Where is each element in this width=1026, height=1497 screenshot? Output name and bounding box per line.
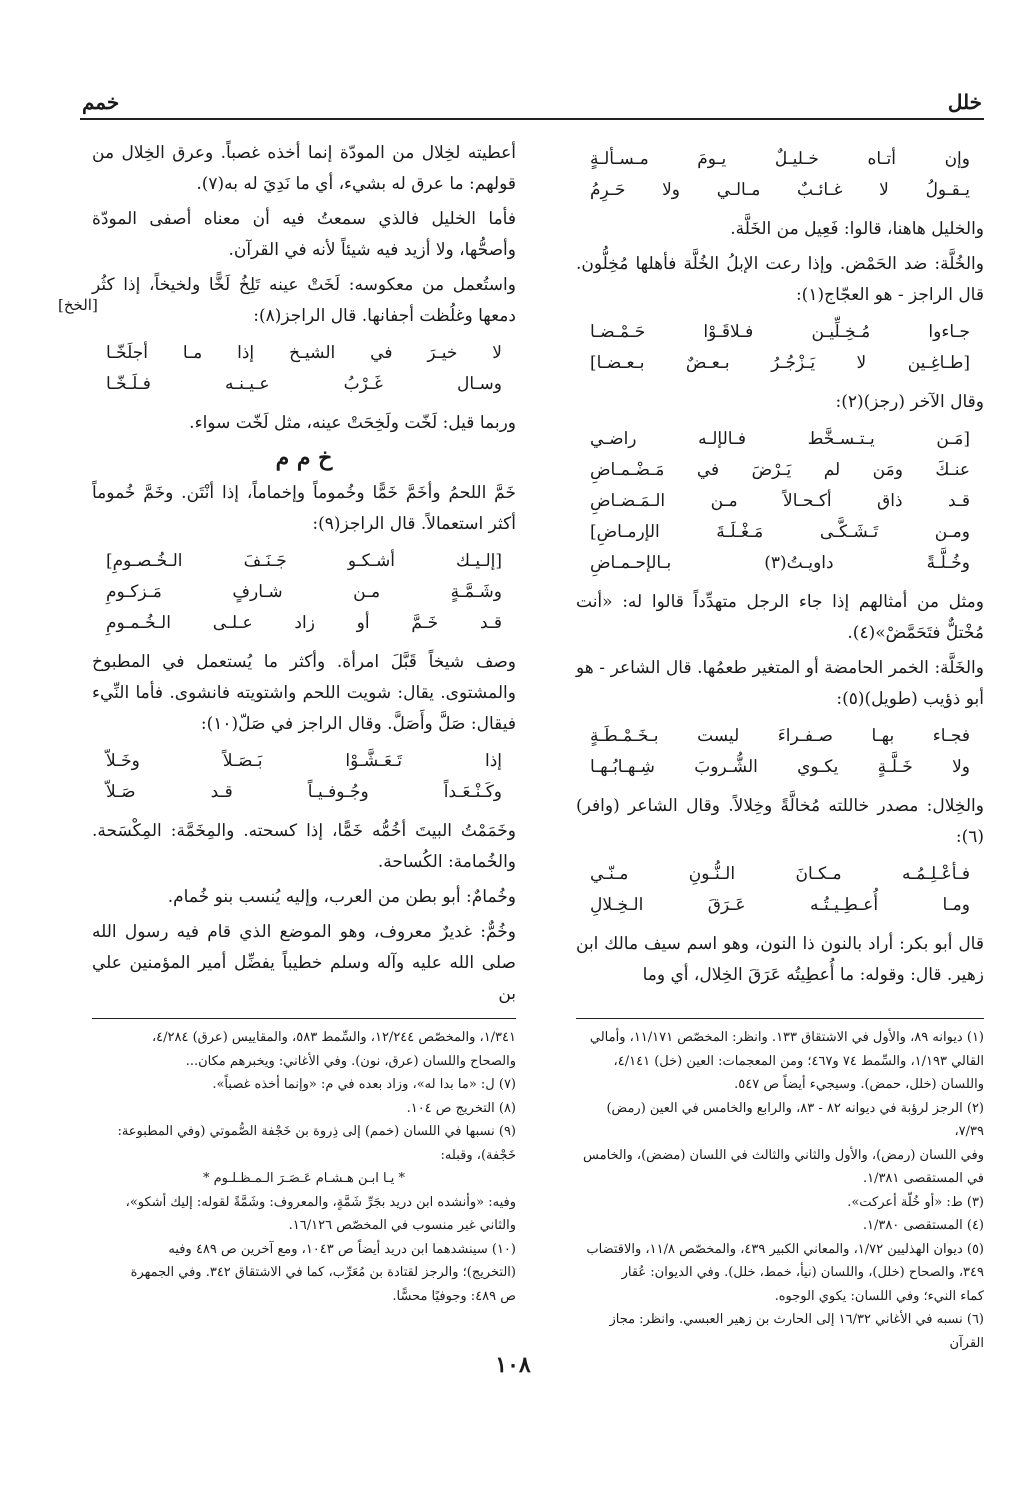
body-paragraph: وربما قيل: لَخّت ولَخِحَتْ عينه، مثل لَخّت سواء. <box>189 413 516 433</box>
body-paragraph: والخِلال: مصدر خاللته مُخالَّةً وخِلالاً. وقال الشاعر (وافر)(٦): <box>576 796 984 847</box>
footnote-line: واللسان (خلل، حمض). وسيجيء أيضاً ص ٥٤٧. <box>734 1077 984 1092</box>
body-paragraph: أعطيته لخِلال من المودّة إنما أخذه غصباً. وعرق الخِلال من قولهم: ما عرق له بشيء، أي ما نَدِيَ له به(٧). <box>92 143 516 194</box>
body-paragraph: وقال الآخر (رجز)(٢): <box>835 392 984 412</box>
footnote-line: (٥) ديوان الهذليين ١/٧٢، والمعاني الكبير ٤٣٩، والمخصّص ١١/٨، والاقتضاب <box>586 1241 984 1257</box>
footnote-line: ص ٤٨٩: وجوفيًا محسًّا. <box>392 1288 516 1304</box>
verse-line: [طـاغِـين لا يَـزْجُـرُ بـعـضٌ بـعـضـا] <box>590 353 970 373</box>
footnote-line: * يـا ابـن هـشـام عَـصَـرَ الـمـظـلـوم * <box>202 1171 406 1186</box>
entry-heading: خ م م <box>275 445 333 471</box>
body-paragraph: فأما الخليل فالذي سمعتُ فيه أن معناه أصفى المودّة وأصحُّها، ولا أزيد فيه شيئاً لأنه في القرآن. <box>92 209 516 260</box>
footnote-line: (١) ديوانه ٨٩، والأول في الاشتقاق ١٣٣. وانظر: المخصّص ١١/١٧١، وأمالي <box>589 1030 984 1045</box>
footnote-line: (١٠) سينشدهما ابن دريد أيضاً ص ١٠٤٣، ومع آخرين ص ٤٨٩ وفيه <box>168 1241 516 1257</box>
body-paragraph: ومثل من أمثالهم إذا جاء الرجل متهدِّداً قالوا له: «أنت مُخْتلٌّ فتَحَمَّضْ»(٤). <box>576 592 984 643</box>
footnote-line: في المستقصى ١/٣٨١. <box>862 1171 984 1186</box>
verse-line: ومـن تَـشَـكَّـى مَـغْـلَـةَ الإرمـاضِ] <box>590 522 970 542</box>
footnote-line: والصحاح واللسان (عرق، نون). وفي الأغاني: ويخبرهم مكان... <box>185 1053 516 1069</box>
margin-note: [الخخ] <box>58 296 98 314</box>
verse-block <box>576 857 984 923</box>
footnote-line: (٩) نسبها في اللسان (خمم) إلى ذِروة بن خَجْفة الصُّموتي (وفي المطبوعة: <box>117 1124 516 1139</box>
verse-line: فـأعْـلِـمُـه مـكـانَ الـنُّـونِ مـنّـي <box>590 864 970 884</box>
verse-line: عنـكَ ومَن لم يَـرْضَ في مَـضْـمـاضِ <box>590 460 970 480</box>
verse-line: فجـاء بهـا صـفـراءَ ليست بـخَـمْـطَـةٍ <box>590 726 970 746</box>
footnote-line: ١/٣٤١، والمخصّص ١٢/٢٤٤، والسِّمط ٥٨٣، والمقاييس (عرق) ٤/٢٨٤، <box>151 1030 516 1045</box>
right-text-column <box>576 138 984 996</box>
body-paragraph: والخَلَّة: الخمر الحامضة أو المتغير طعمُها. قال الشاعر - هو أبو ذؤيب (طويل)(٥): <box>576 658 984 709</box>
verse-line: ولا خَـلَّـةٍ يكـوي الشُّـروبَ شِـهـابُـهـا <box>590 757 970 777</box>
body-paragraph: وخُمٌّ: غديرٌ معروف، وهو الموضع الذي قام فيه رسول الله صلى الله عليه وآله وسلم خطيباً يفضِّل أمير المؤمنين علي بن <box>92 922 516 1004</box>
footnote-line: وفيه: «وأنشده ابن دريد بجَرِّ شَمَّةٍ، والمعروف: وشَمَّةً لقوله: إليك أشكو»، <box>125 1194 516 1210</box>
verse-line: قـد ذاق أكـحـالاً مـن الـمَـضـاضِ <box>590 491 970 511</box>
footnotes-left <box>92 1026 516 1342</box>
footnote-line: القالي ١/١٩٣، والسِّمط ٧٤ و٤٦٧؛ ومن المعجمات: العين (خل) ٤/١٤١، <box>613 1053 984 1069</box>
footnote-rule-left <box>92 1018 516 1019</box>
footnotes-right <box>576 1026 984 1351</box>
verse-block <box>576 719 984 785</box>
verse-line: وكَـنْـعَـداً وجُـوفـيـاً قـد صَـلاّ <box>106 782 502 802</box>
body-paragraph: وصف شيخاً قَبَّلَ امرأة. وأكثر ما يُستعمل في المطبوخ والمشتوى. يقال: شويت اللحم واشتويته فانشوى. فأما النِّيء فيقال: صَلَّ وأَصَلَّ. وقال الراجز في صَلّ(١٠): <box>92 652 516 734</box>
verse-line: يـقـولُ لا غـائـبٌ مـالـي ولا حَـرِمُ <box>590 180 970 200</box>
footnote-line: وفي اللسان (رمض)، والأول والثاني والثالث في اللسان (مضض)، والخامس <box>583 1147 984 1163</box>
footnote-line: (التخريج)؛ والرجز لقتادة بن مُعَرِّب، كما في الاشتقاق ٣٤٢. وفي الجمهرة <box>130 1265 516 1280</box>
left-text-column <box>92 138 516 1004</box>
verse-block <box>92 336 516 402</box>
footnote-line: والثاني غير منسوب في المخصّص ١٦/١٢٦. <box>288 1218 516 1233</box>
footnote-line: (٨) التخريج ص ١٠٤. <box>406 1100 516 1116</box>
footnote-line: (٣) ط: «أو خُلّة أعركت». <box>847 1194 984 1210</box>
body-paragraph: وخَمَمْتُ البيتَ أخُمُّه خَمًّا، إذا كسحته. والمِخَمَّة: المِكْسَحة. والخُمامة: الكُساحة. <box>92 821 516 872</box>
page-number: ١٠٨ <box>495 1352 531 1378</box>
footnote-line: (٢) الرجز لرؤبة في ديوانه ٨٢ - ٨٣، والرابع والخامس في العين (رمض) ٧/٣٩، <box>606 1100 984 1139</box>
body-paragraph: قال أبو بكر: أراد بالنون ذا النون، وهو اسم سيف مالك ابن زهير. قال: وقوله: ما أُعطِيتُه عَرَقَ الخِلال، أي وما <box>576 934 984 985</box>
running-header-left: خمم <box>82 90 120 114</box>
verse-block <box>92 744 516 810</box>
footnote-line: خَجْفة)، وقبله: <box>440 1147 516 1163</box>
footnote-line: (٦) نسبه في الأغاني ١٦/٣٢ إلى الحارث بن زهير العبسي. وانظر: مجاز القرآن <box>609 1312 984 1351</box>
verse-line: قـد خَـمَّ أو زاد عـلـى الـخُـمـومِ <box>106 613 502 633</box>
footnote-rule-right <box>576 1018 984 1019</box>
body-paragraph: خَمَّ اللحمُ وأخَمَّ خَمًّا وخُموماً وإخماماً، إذا أنْتَن. وخَمَّ خُموماً أكثر استعمالاً. قال الراجز(٩): <box>92 483 516 534</box>
header-rule <box>80 118 984 120</box>
verse-line: [مَـن يـتـسـخَّط فـالإلـه راضـي <box>590 429 970 449</box>
body-paragraph: واستُعمل من معكوسه: لَخَتْ عينه تَلِخُ لَخًّا ولخيخاً، إذا كثُر دمعها وغلُظت أجفانها. قال الراجز(٨): <box>92 275 516 326</box>
verse-line: إذا تَـعَـشَّـوْا بَـصَـلاً وخَـلاّ <box>106 751 502 771</box>
footnote-line: ٣٤٩، والصحاح (خلل)، واللسان (نيأ، خمط، خلل). وفي الديوان: عُقار <box>621 1265 984 1280</box>
verse-line: وشَـمَّـةٍ مـن شـارفٍ مَـزكـومِ <box>106 582 502 602</box>
verse-line: [إلـيـك أشـكـو جَـنَـفَ الـخُـصـومِ] <box>106 551 502 571</box>
verse-block <box>576 422 984 581</box>
footnote-line: (٤) المستقصى ١/٣٨٠. <box>862 1218 984 1233</box>
verse-line: لا خيـرَ في الشيـخ إذا مـا أجلَخّـا <box>106 343 502 363</box>
verse-block <box>576 315 984 381</box>
verse-line: ومـا أُعـطِـيـتُـه عَـرَقَ الـخِـلالِ <box>590 895 970 915</box>
body-paragraph: وخُمامٌ: أبو بطن من العرب، وإليه يُنسب بنو خُمام. <box>167 887 516 907</box>
verse-line: جـاءوا مُـخِـلِّيـن فـلاقَـوْا حَـمْـضـا <box>590 322 970 342</box>
body-paragraph: والخليل هاهنا، قالوا: فَعِيل من الخَلَّة. <box>730 219 984 239</box>
footnote-line: (٧) ل: «ما بدا له»، وزاد بعده في م: «وإنما أخذه غصباً». <box>212 1077 516 1092</box>
verse-block <box>576 142 984 208</box>
verse-line: وإن أتـاه خـليـلٌ يـومَ مـسـألـةٍ <box>590 149 970 169</box>
verse-line: وخُـلَّـةً داويـتُ(٣) بـالإحـمـاضِ <box>590 553 970 573</box>
verse-line: وسـال غَـرْبُ عـيـنـه فـلَـخّـا <box>106 374 502 394</box>
verse-block <box>92 544 516 641</box>
running-header-right: خلل <box>947 90 982 114</box>
footnote-line: كماء النيء؛ وفي اللسان: يكوي الوجوه. <box>774 1288 984 1304</box>
body-paragraph: والخُلَّة: ضد الحَمْض. وإذا رعت الإبلُ الخُلَّة فأهلها مُخِلُّون. قال الراجز - هو العجّاج(١): <box>576 254 984 305</box>
